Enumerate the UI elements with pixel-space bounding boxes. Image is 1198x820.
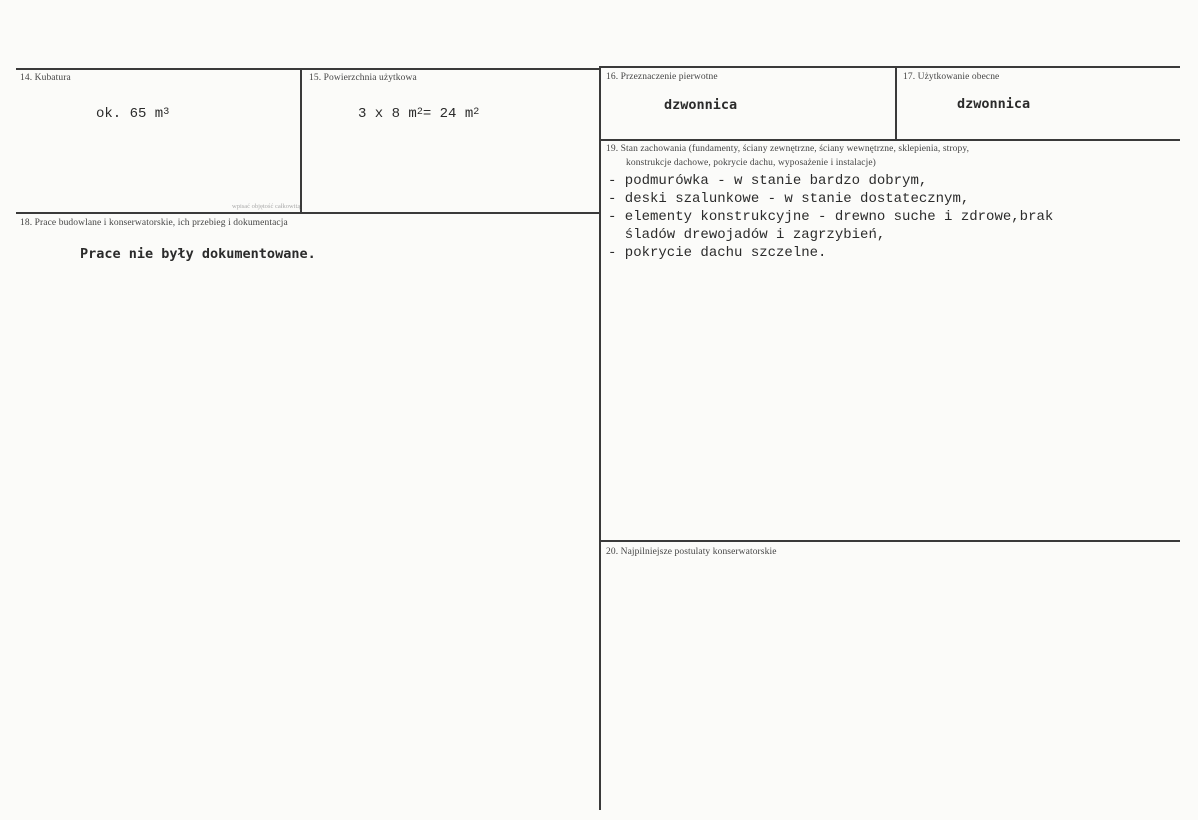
uzytkowanie-label: 17. Użytkowanie obecne (903, 72, 1000, 82)
stan-list (608, 172, 1053, 262)
top-border-left (16, 68, 600, 70)
prace-label: 18. Prace budowlane i konserwatorskie, ich przebieg i dokumentacja (20, 218, 288, 228)
uzytkowanie-value: dzwonnica (957, 96, 1031, 112)
divider-row-top-left (16, 212, 600, 214)
divider-19-20 (600, 540, 1180, 542)
powierzchnia-value: 3 x 8 $m^2= 24$ $m^2$ (358, 106, 480, 122)
powierzchnia-label: 15. Powierzchnia użytkowa (309, 73, 417, 83)
divider-row-top-right (600, 139, 1180, 141)
divider-14-15 (300, 68, 302, 212)
faint-note: wpisać objętość całkowitą (232, 203, 301, 210)
stan-item: śladów drewojadów i zagrzybień, (608, 227, 886, 243)
divider-16-17 (895, 66, 897, 139)
postulaty-label: 20. Najpilniejsze postulaty konserwatorskie (606, 547, 777, 557)
przeznaczenie-label: 16. Przeznaczenie pierwotne (606, 72, 718, 82)
stan-label-line1: 19. Stan zachowania (fundamenty, ściany zewnętrzne, ściany wewnętrzne, sklepienia, stropy, (606, 144, 970, 154)
top-border-right (600, 66, 1180, 68)
stan-item: - elementy konstrukcyjne - drewno suche i zdrowe,brak (608, 209, 1054, 225)
przeznaczenie-value: dzwonnica (664, 97, 738, 113)
center-divider (599, 66, 601, 810)
kubatura-value: ok. 65 $m^3$ (96, 106, 170, 122)
stan-item: - podmurówka - w stanie bardzo dobrym, (608, 173, 928, 189)
stan-item: - deski szalunkowe - w stanie dostatecznym, (608, 191, 970, 207)
kubatura-label: 14. Kubatura (20, 73, 71, 83)
stan-label-line2: konstrukcje dachowe, pokrycie dachu, wyposażenie i instalacje) (626, 158, 876, 168)
prace-value: Prace nie były dokumentowane. (80, 246, 316, 262)
stan-item: - pokrycie dachu szczelne. (608, 245, 827, 261)
